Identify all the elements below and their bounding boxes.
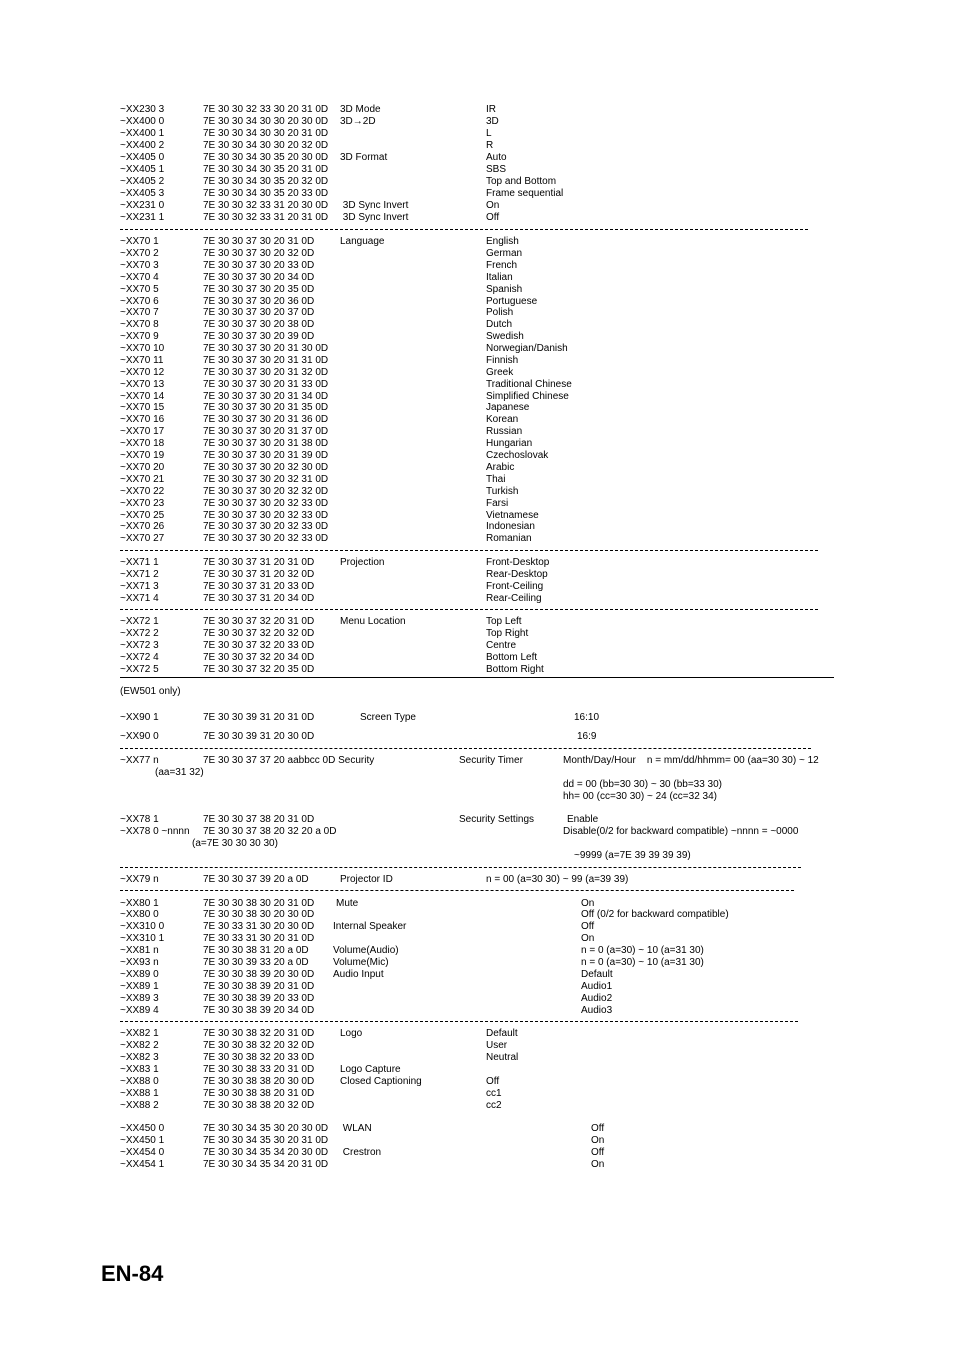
row-26-hex-code: 7E 30 30 37 30 20 31 36 0D xyxy=(203,414,329,425)
row-18-hex-code: 7E 30 30 37 30 20 38 0D xyxy=(203,319,315,330)
row-49-command-code: ~XX77 n xyxy=(120,755,159,766)
row-77-hex-code: 7E 30 30 34 35 34 20 30 0D xyxy=(203,1147,329,1158)
row-53-hex-code: 7E 30 30 37 38 20 31 0D xyxy=(203,814,315,825)
row-72-value-description: Off xyxy=(486,1076,500,1087)
row-56-value-description: ~9999 (a=7E 39 39 39 39) xyxy=(574,850,691,861)
row-53-function-name: Security Settings xyxy=(459,814,535,825)
row-9-command-code: ~XX231 0 xyxy=(120,200,165,211)
row-12-hex-code: 7E 30 30 37 30 20 32 0D xyxy=(203,248,315,259)
row-30-value-description: Arabic xyxy=(486,462,515,473)
row-20-command-code: ~XX70 10 xyxy=(120,343,165,354)
row-57-command-code: ~XX79 n xyxy=(120,874,159,885)
row-35-command-code: ~XX70 26 xyxy=(120,521,165,532)
row-21-command-code: ~XX70 11 xyxy=(120,355,164,366)
row-7-command-code: ~XX405 2 xyxy=(120,176,165,187)
row-2-function-name: 3D→2D xyxy=(340,116,376,127)
row-71-command-code: ~XX83 1 xyxy=(120,1064,159,1075)
row-65-hex-code: 7E 30 30 38 39 20 31 0D xyxy=(203,981,315,992)
row-60-value-description: Off xyxy=(581,921,595,932)
row-24-hex-code: 7E 30 30 37 30 20 31 34 0D xyxy=(203,391,329,402)
row-11-value-description: English xyxy=(486,236,519,247)
row-23-command-code: ~XX70 13 xyxy=(120,379,165,390)
row-12-value-description: German xyxy=(486,248,523,259)
row-19-hex-code: 7E 30 30 37 30 20 39 0D xyxy=(203,331,315,342)
row-29-hex-code: 7E 30 30 37 30 20 31 39 0D xyxy=(203,450,329,461)
row-32-hex-code: 7E 30 30 37 30 20 32 32 0D xyxy=(203,486,329,497)
row-45-command-code: ~XX72 5 xyxy=(120,664,159,675)
row-47-value-description: 16:10 xyxy=(574,712,600,723)
row-78-value-description: On xyxy=(591,1159,605,1170)
row-4-command-code: ~XX400 2 xyxy=(120,140,165,151)
row-14-command-code: ~XX70 4 xyxy=(120,272,159,283)
row-9-value-description: On xyxy=(486,200,500,211)
row-5-value-description: Auto xyxy=(486,152,507,163)
row-34-hex-code: 7E 30 30 37 30 20 32 33 0D xyxy=(203,510,329,521)
row-70-command-code: ~XX82 3 xyxy=(120,1052,159,1063)
row-72-command-code: ~XX88 0 xyxy=(120,1076,159,1087)
row-10-command-code: ~XX231 1 xyxy=(120,212,165,223)
row-76-value-description: On xyxy=(591,1135,605,1146)
row-54-value-description: Disable(0/2 for backward compatible) ~nnnn = ~0000 xyxy=(563,826,799,837)
row-54-command-code: ~XX78 0 ~nnnn xyxy=(120,826,190,837)
row-35-value-description: Indonesian xyxy=(486,521,535,532)
row-74-hex-code: 7E 30 30 38 38 20 32 0D xyxy=(203,1100,315,1111)
row-11-command-code: ~XX70 1 xyxy=(120,236,159,247)
row-59-hex-code: 7E 30 30 38 30 20 30 0D xyxy=(203,909,315,920)
row-21-value-description: Finnish xyxy=(486,355,519,366)
row-15-hex-code: 7E 30 30 37 30 20 35 0D xyxy=(203,284,315,295)
section-divider xyxy=(120,748,811,749)
row-5-command-code: ~XX405 0 xyxy=(120,152,165,163)
row-54-hex-code: 7E 30 30 37 38 20 32 20 a 0D xyxy=(203,826,337,837)
row-4-value-description: R xyxy=(486,140,494,151)
row-11-hex-code: 7E 30 30 37 30 20 31 0D xyxy=(203,236,315,247)
row-44-value-description: Bottom Left xyxy=(486,652,538,663)
row-71-hex-code: 7E 30 30 38 33 20 31 0D xyxy=(203,1064,315,1075)
row-61-value-description: On xyxy=(581,933,595,944)
row-33-value-description: Farsi xyxy=(486,498,509,509)
section-divider xyxy=(120,867,801,868)
row-28-value-description: Hungarian xyxy=(486,438,533,449)
section-divider xyxy=(120,890,794,891)
row-41-function-name: Menu Location xyxy=(340,616,406,627)
row-44-command-code: ~XX72 4 xyxy=(120,652,159,663)
row-40-value-description: Rear-Ceiling xyxy=(486,593,542,604)
row-77-function-name: Crestron xyxy=(340,1147,382,1158)
row-6-hex-code: 7E 30 30 34 30 35 20 31 0D xyxy=(203,164,329,175)
row-13-value-description: French xyxy=(486,260,518,271)
row-41-value-description: Top Left xyxy=(486,616,522,627)
row-10-function-name: 3D Sync Invert xyxy=(340,212,409,223)
row-36-command-code: ~XX70 27 xyxy=(120,533,165,544)
row-14-hex-code: 7E 30 30 37 30 20 34 0D xyxy=(203,272,315,283)
row-58-value-description: On xyxy=(581,898,595,909)
row-2-value-description: 3D xyxy=(486,116,499,127)
row-22-hex-code: 7E 30 30 37 30 20 31 32 0D xyxy=(203,367,329,378)
row-61-command-code: ~XX310 1 xyxy=(120,933,165,944)
row-75-command-code: ~XX450 0 xyxy=(120,1123,165,1134)
row-32-command-code: ~XX70 22 xyxy=(120,486,165,497)
row-15-value-description: Spanish xyxy=(486,284,523,295)
row-78-command-code: ~XX454 1 xyxy=(120,1159,165,1170)
row-60-hex-code: 7E 30 33 31 30 20 30 0D xyxy=(203,921,315,932)
row-7-value-description: Top and Bottom xyxy=(486,176,557,187)
row-8-value-description: Frame sequential xyxy=(486,188,564,199)
row-31-command-code: ~XX70 21 xyxy=(120,474,165,485)
row-43-hex-code: 7E 30 30 37 32 20 33 0D xyxy=(203,640,315,651)
row-60-function-name: Internal Speaker xyxy=(333,921,407,932)
row-55-command-code: (a=7E 30 30 30 30) xyxy=(192,838,278,849)
row-68-value-description: Default xyxy=(486,1028,518,1039)
row-69-hex-code: 7E 30 30 38 32 20 32 0D xyxy=(203,1040,315,1051)
section-divider xyxy=(120,229,808,230)
row-74-value-description: cc2 xyxy=(486,1100,502,1111)
row-58-function-name: Mute xyxy=(336,898,359,909)
row-19-command-code: ~XX70 9 xyxy=(120,331,159,342)
row-43-value-description: Centre xyxy=(486,640,517,651)
section-divider xyxy=(120,609,818,610)
row-63-command-code: ~XX93 n xyxy=(120,957,159,968)
row-9-function-name: 3D Sync Invert xyxy=(340,200,409,211)
row-8-hex-code: 7E 30 30 34 30 35 20 33 0D xyxy=(203,188,329,199)
row-1-hex-code: 7E 30 30 32 33 30 20 31 0D xyxy=(203,104,329,115)
row-71-function-name: Logo Capture xyxy=(340,1064,401,1075)
row-12-command-code: ~XX70 2 xyxy=(120,248,159,259)
row-20-value-description: Norwegian/Danish xyxy=(486,343,568,354)
row-73-value-description: cc1 xyxy=(486,1088,502,1099)
row-3-value-description: L xyxy=(486,128,492,139)
row-62-function-name: Volume(Audio) xyxy=(333,945,399,956)
row-4-hex-code: 7E 30 30 34 30 30 20 32 0D xyxy=(203,140,329,151)
row-33-hex-code: 7E 30 30 37 30 20 32 33 0D xyxy=(203,498,329,509)
row-26-value-description: Korean xyxy=(486,414,519,425)
row-60-command-code: ~XX310 0 xyxy=(120,921,165,932)
row-10-value-description: Off xyxy=(486,212,500,223)
row-5-hex-code: 7E 30 30 34 30 35 20 30 0D xyxy=(203,152,329,163)
row-41-hex-code: 7E 30 30 37 32 20 31 0D xyxy=(203,616,315,627)
row-49-value-description: Month/Day/Hour n = mm/dd/hhmm= 00 (aa=30 30) ~ 12 xyxy=(563,755,819,766)
row-36-value-description: Romanian xyxy=(486,533,532,544)
row-42-command-code: ~XX72 2 xyxy=(120,628,159,639)
row-72-function-name: Closed Captioning xyxy=(340,1076,422,1087)
row-53-value-description: Enable xyxy=(567,814,599,825)
row-57-value-description: n = 00 (a=30 30) ~ 99 (a=39 39) xyxy=(486,874,629,885)
row-51-value-description: dd = 00 (bb=30 30) ~ 30 (bb=33 30) xyxy=(563,779,723,790)
row-34-value-description: Vietnamese xyxy=(486,510,539,521)
row-53-command-code: ~XX78 1 xyxy=(120,814,159,825)
row-27-value-description: Russian xyxy=(486,426,523,437)
section-divider xyxy=(120,1021,798,1022)
row-69-value-description: User xyxy=(486,1040,508,1051)
row-8-command-code: ~XX405 3 xyxy=(120,188,165,199)
row-33-command-code: ~XX70 23 xyxy=(120,498,165,509)
row-40-hex-code: 7E 30 30 37 31 20 34 0D xyxy=(203,593,315,604)
row-65-value-description: Audio1 xyxy=(581,981,613,992)
row-67-value-description: Audio3 xyxy=(581,1005,613,1016)
row-75-function-name: WLAN xyxy=(340,1123,372,1134)
row-48-command-code: ~XX90 0 xyxy=(120,731,159,742)
row-62-hex-code: 7E 30 30 38 31 20 a 0D xyxy=(203,945,309,956)
row-35-hex-code: 7E 30 30 37 30 20 32 33 0D xyxy=(203,521,329,532)
row-61-hex-code: 7E 30 33 31 30 20 31 0D xyxy=(203,933,315,944)
row-57-function-name: Projector ID xyxy=(340,874,393,885)
row-52-value-description: hh= 00 (cc=30 30) ~ 24 (cc=32 34) xyxy=(563,791,717,802)
row-59-command-code: ~XX80 0 xyxy=(120,909,159,920)
row-73-hex-code: 7E 30 30 38 38 20 31 0D xyxy=(203,1088,315,1099)
row-68-hex-code: 7E 30 30 38 32 20 31 0D xyxy=(203,1028,315,1039)
row-77-value-description: Off xyxy=(591,1147,605,1158)
row-39-hex-code: 7E 30 30 37 31 20 33 0D xyxy=(203,581,315,592)
row-62-command-code: ~XX81 n xyxy=(120,945,159,956)
row-15-command-code: ~XX70 5 xyxy=(120,284,159,295)
row-37-value-description: Front-Desktop xyxy=(486,557,550,568)
row-20-hex-code: 7E 30 30 37 30 20 31 30 0D xyxy=(203,343,329,354)
row-37-command-code: ~XX71 1 xyxy=(120,557,159,568)
row-76-hex-code: 7E 30 30 34 35 30 20 31 0D xyxy=(203,1135,329,1146)
row-14-value-description: Italian xyxy=(486,272,513,283)
row-69-command-code: ~XX82 2 xyxy=(120,1040,159,1051)
row-47-command-code: ~XX90 1 xyxy=(120,712,159,723)
row-64-function-name: Audio Input xyxy=(333,969,384,980)
row-66-command-code: ~XX89 3 xyxy=(120,993,159,1004)
row-73-command-code: ~XX88 1 xyxy=(120,1088,159,1099)
row-63-function-name: Volume(Mic) xyxy=(333,957,389,968)
row-6-value-description: SBS xyxy=(486,164,507,175)
row-10-hex-code: 7E 30 30 32 33 31 20 31 0D xyxy=(203,212,329,223)
row-7-hex-code: 7E 30 30 34 30 35 20 32 0D xyxy=(203,176,329,187)
row-62-value-description: n = 0 (a=30) ~ 10 (a=31 30) xyxy=(581,945,704,956)
row-6-command-code: ~XX405 1 xyxy=(120,164,165,175)
row-39-value-description: Front-Ceiling xyxy=(486,581,544,592)
row-9-hex-code: 7E 30 30 32 33 31 20 30 0D xyxy=(203,200,329,211)
row-67-hex-code: 7E 30 30 38 39 20 34 0D xyxy=(203,1005,315,1016)
page-number: EN-84 xyxy=(101,1261,164,1286)
row-27-command-code: ~XX70 17 xyxy=(120,426,165,437)
row-74-command-code: ~XX88 2 xyxy=(120,1100,159,1111)
row-63-value-description: n = 0 (a=30) ~ 10 (a=31 30) xyxy=(581,957,704,968)
row-49-function-name: Security Timer xyxy=(459,755,523,766)
row-1-function-name: 3D Mode xyxy=(340,104,381,115)
row-24-command-code: ~XX70 14 xyxy=(120,391,165,402)
row-47-function-name: Screen Type xyxy=(360,712,416,723)
row-43-command-code: ~XX72 3 xyxy=(120,640,159,651)
row-39-command-code: ~XX71 3 xyxy=(120,581,159,592)
row-40-command-code: ~XX71 4 xyxy=(120,593,159,604)
row-68-function-name: Logo xyxy=(340,1028,363,1039)
row-16-value-description: Portuguese xyxy=(486,296,538,307)
row-5-function-name: 3D Format xyxy=(340,152,388,163)
row-31-hex-code: 7E 30 30 37 30 20 32 31 0D xyxy=(203,474,329,485)
row-36-hex-code: 7E 30 30 37 30 20 32 33 0D xyxy=(203,533,329,544)
row-38-hex-code: 7E 30 30 37 31 20 32 0D xyxy=(203,569,315,580)
row-29-value-description: Czechoslovak xyxy=(486,450,549,461)
row-48-value-description: 16:9 xyxy=(577,731,597,742)
row-1-command-code: ~XX230 3 xyxy=(120,104,165,115)
row-25-hex-code: 7E 30 30 37 30 20 31 35 0D xyxy=(203,402,329,413)
row-32-value-description: Turkish xyxy=(486,486,519,497)
row-19-value-description: Swedish xyxy=(486,331,524,342)
row-78-hex-code: 7E 30 30 34 35 34 20 31 0D xyxy=(203,1159,329,1170)
row-47-hex-code: 7E 30 30 39 31 20 31 0D xyxy=(203,712,315,723)
row-72-hex-code: 7E 30 30 38 38 20 30 0D xyxy=(203,1076,315,1087)
row-23-value-description: Traditional Chinese xyxy=(486,379,572,390)
row-67-command-code: ~XX89 4 xyxy=(120,1005,159,1016)
row-25-value-description: Japanese xyxy=(486,402,530,413)
row-18-value-description: Dutch xyxy=(486,319,513,330)
row-23-hex-code: 7E 30 30 37 30 20 31 33 0D xyxy=(203,379,329,390)
row-58-hex-code: 7E 30 30 38 30 20 31 0D xyxy=(203,898,315,909)
row-3-hex-code: 7E 30 30 34 30 30 20 31 0D xyxy=(203,128,329,139)
row-3-command-code: ~XX400 1 xyxy=(120,128,165,139)
row-76-command-code: ~XX450 1 xyxy=(120,1135,165,1146)
row-45-hex-code: 7E 30 30 37 32 20 35 0D xyxy=(203,664,315,675)
row-38-command-code: ~XX71 2 xyxy=(120,569,159,580)
row-59-value-description: Off (0/2 for backward compatible) xyxy=(581,909,729,920)
row-63-hex-code: 7E 30 30 39 33 20 a 0D xyxy=(203,957,309,968)
row-24-value-description: Simplified Chinese xyxy=(486,391,569,402)
row-34-command-code: ~XX70 25 xyxy=(120,510,165,521)
row-48-hex-code: 7E 30 30 39 31 20 30 0D xyxy=(203,731,315,742)
row-25-command-code: ~XX70 15 xyxy=(120,402,165,413)
row-75-value-description: Off xyxy=(591,1123,605,1134)
row-70-value-description: Neutral xyxy=(486,1052,519,1063)
row-64-command-code: ~XX89 0 xyxy=(120,969,159,980)
section-divider xyxy=(120,550,818,551)
row-1-value-description: IR xyxy=(486,104,496,115)
row-57-hex-code: 7E 30 30 37 39 20 a 0D xyxy=(203,874,309,885)
row-75-hex-code: 7E 30 30 34 35 30 20 30 0D xyxy=(203,1123,329,1134)
row-70-hex-code: 7E 30 30 38 32 20 33 0D xyxy=(203,1052,315,1063)
row-17-hex-code: 7E 30 30 37 30 20 37 0D xyxy=(203,307,315,318)
row-16-command-code: ~XX70 6 xyxy=(120,296,159,307)
row-38-value-description: Rear-Desktop xyxy=(486,569,548,580)
row-21-hex-code: 7E 30 30 37 30 20 31 31 0D xyxy=(203,355,329,366)
row-29-command-code: ~XX70 19 xyxy=(120,450,165,461)
row-30-hex-code: 7E 30 30 37 30 20 32 30 0D xyxy=(203,462,329,473)
row-37-hex-code: 7E 30 30 37 31 20 31 0D xyxy=(203,557,315,568)
row-68-command-code: ~XX82 1 xyxy=(120,1028,159,1039)
row-64-hex-code: 7E 30 30 38 39 20 30 0D xyxy=(203,969,315,980)
row-27-hex-code: 7E 30 30 37 30 20 31 37 0D xyxy=(203,426,329,437)
row-31-value-description: Thai xyxy=(486,474,506,485)
row-50-command-code: (aa=31 32) xyxy=(155,767,204,778)
row-42-value-description: Top Right xyxy=(486,628,529,639)
row-26-command-code: ~XX70 16 xyxy=(120,414,165,425)
row-41-command-code: ~XX72 1 xyxy=(120,616,159,627)
row-28-hex-code: 7E 30 30 37 30 20 31 38 0D xyxy=(203,438,329,449)
row-58-command-code: ~XX80 1 xyxy=(120,898,159,909)
row-22-command-code: ~XX70 12 xyxy=(120,367,165,378)
row-2-command-code: ~XX400 0 xyxy=(120,116,165,127)
row-66-value-description: Audio2 xyxy=(581,993,613,1004)
row-42-hex-code: 7E 30 30 37 32 20 32 0D xyxy=(203,628,315,639)
row-64-value-description: Default xyxy=(581,969,613,980)
row-37-function-name: Projection xyxy=(340,557,385,568)
row-17-value-description: Polish xyxy=(486,307,514,318)
row-13-command-code: ~XX70 3 xyxy=(120,260,159,271)
section-rule xyxy=(120,677,834,678)
row-66-hex-code: 7E 30 30 38 39 20 33 0D xyxy=(203,993,315,1004)
row-65-command-code: ~XX89 1 xyxy=(120,981,159,992)
row-30-command-code: ~XX70 20 xyxy=(120,462,165,473)
row-17-command-code: ~XX70 7 xyxy=(120,307,159,318)
row-11-function-name: Language xyxy=(340,236,385,247)
row-22-value-description: Greek xyxy=(486,367,514,378)
row-45-value-description: Bottom Right xyxy=(486,664,544,675)
row-16-hex-code: 7E 30 30 37 30 20 36 0D xyxy=(203,296,315,307)
row-44-hex-code: 7E 30 30 37 32 20 34 0D xyxy=(203,652,315,663)
row-2-hex-code: 7E 30 30 34 30 30 20 30 0D xyxy=(203,116,329,127)
row-18-command-code: ~XX70 8 xyxy=(120,319,159,330)
row-49-hex-code: 7E 30 30 37 37 20 aabbcc 0D Security xyxy=(203,755,375,766)
row-28-command-code: ~XX70 18 xyxy=(120,438,165,449)
row-13-hex-code: 7E 30 30 37 30 20 33 0D xyxy=(203,260,315,271)
row-46-command-code: (EW501 only) xyxy=(120,686,181,697)
row-77-command-code: ~XX454 0 xyxy=(120,1147,165,1158)
